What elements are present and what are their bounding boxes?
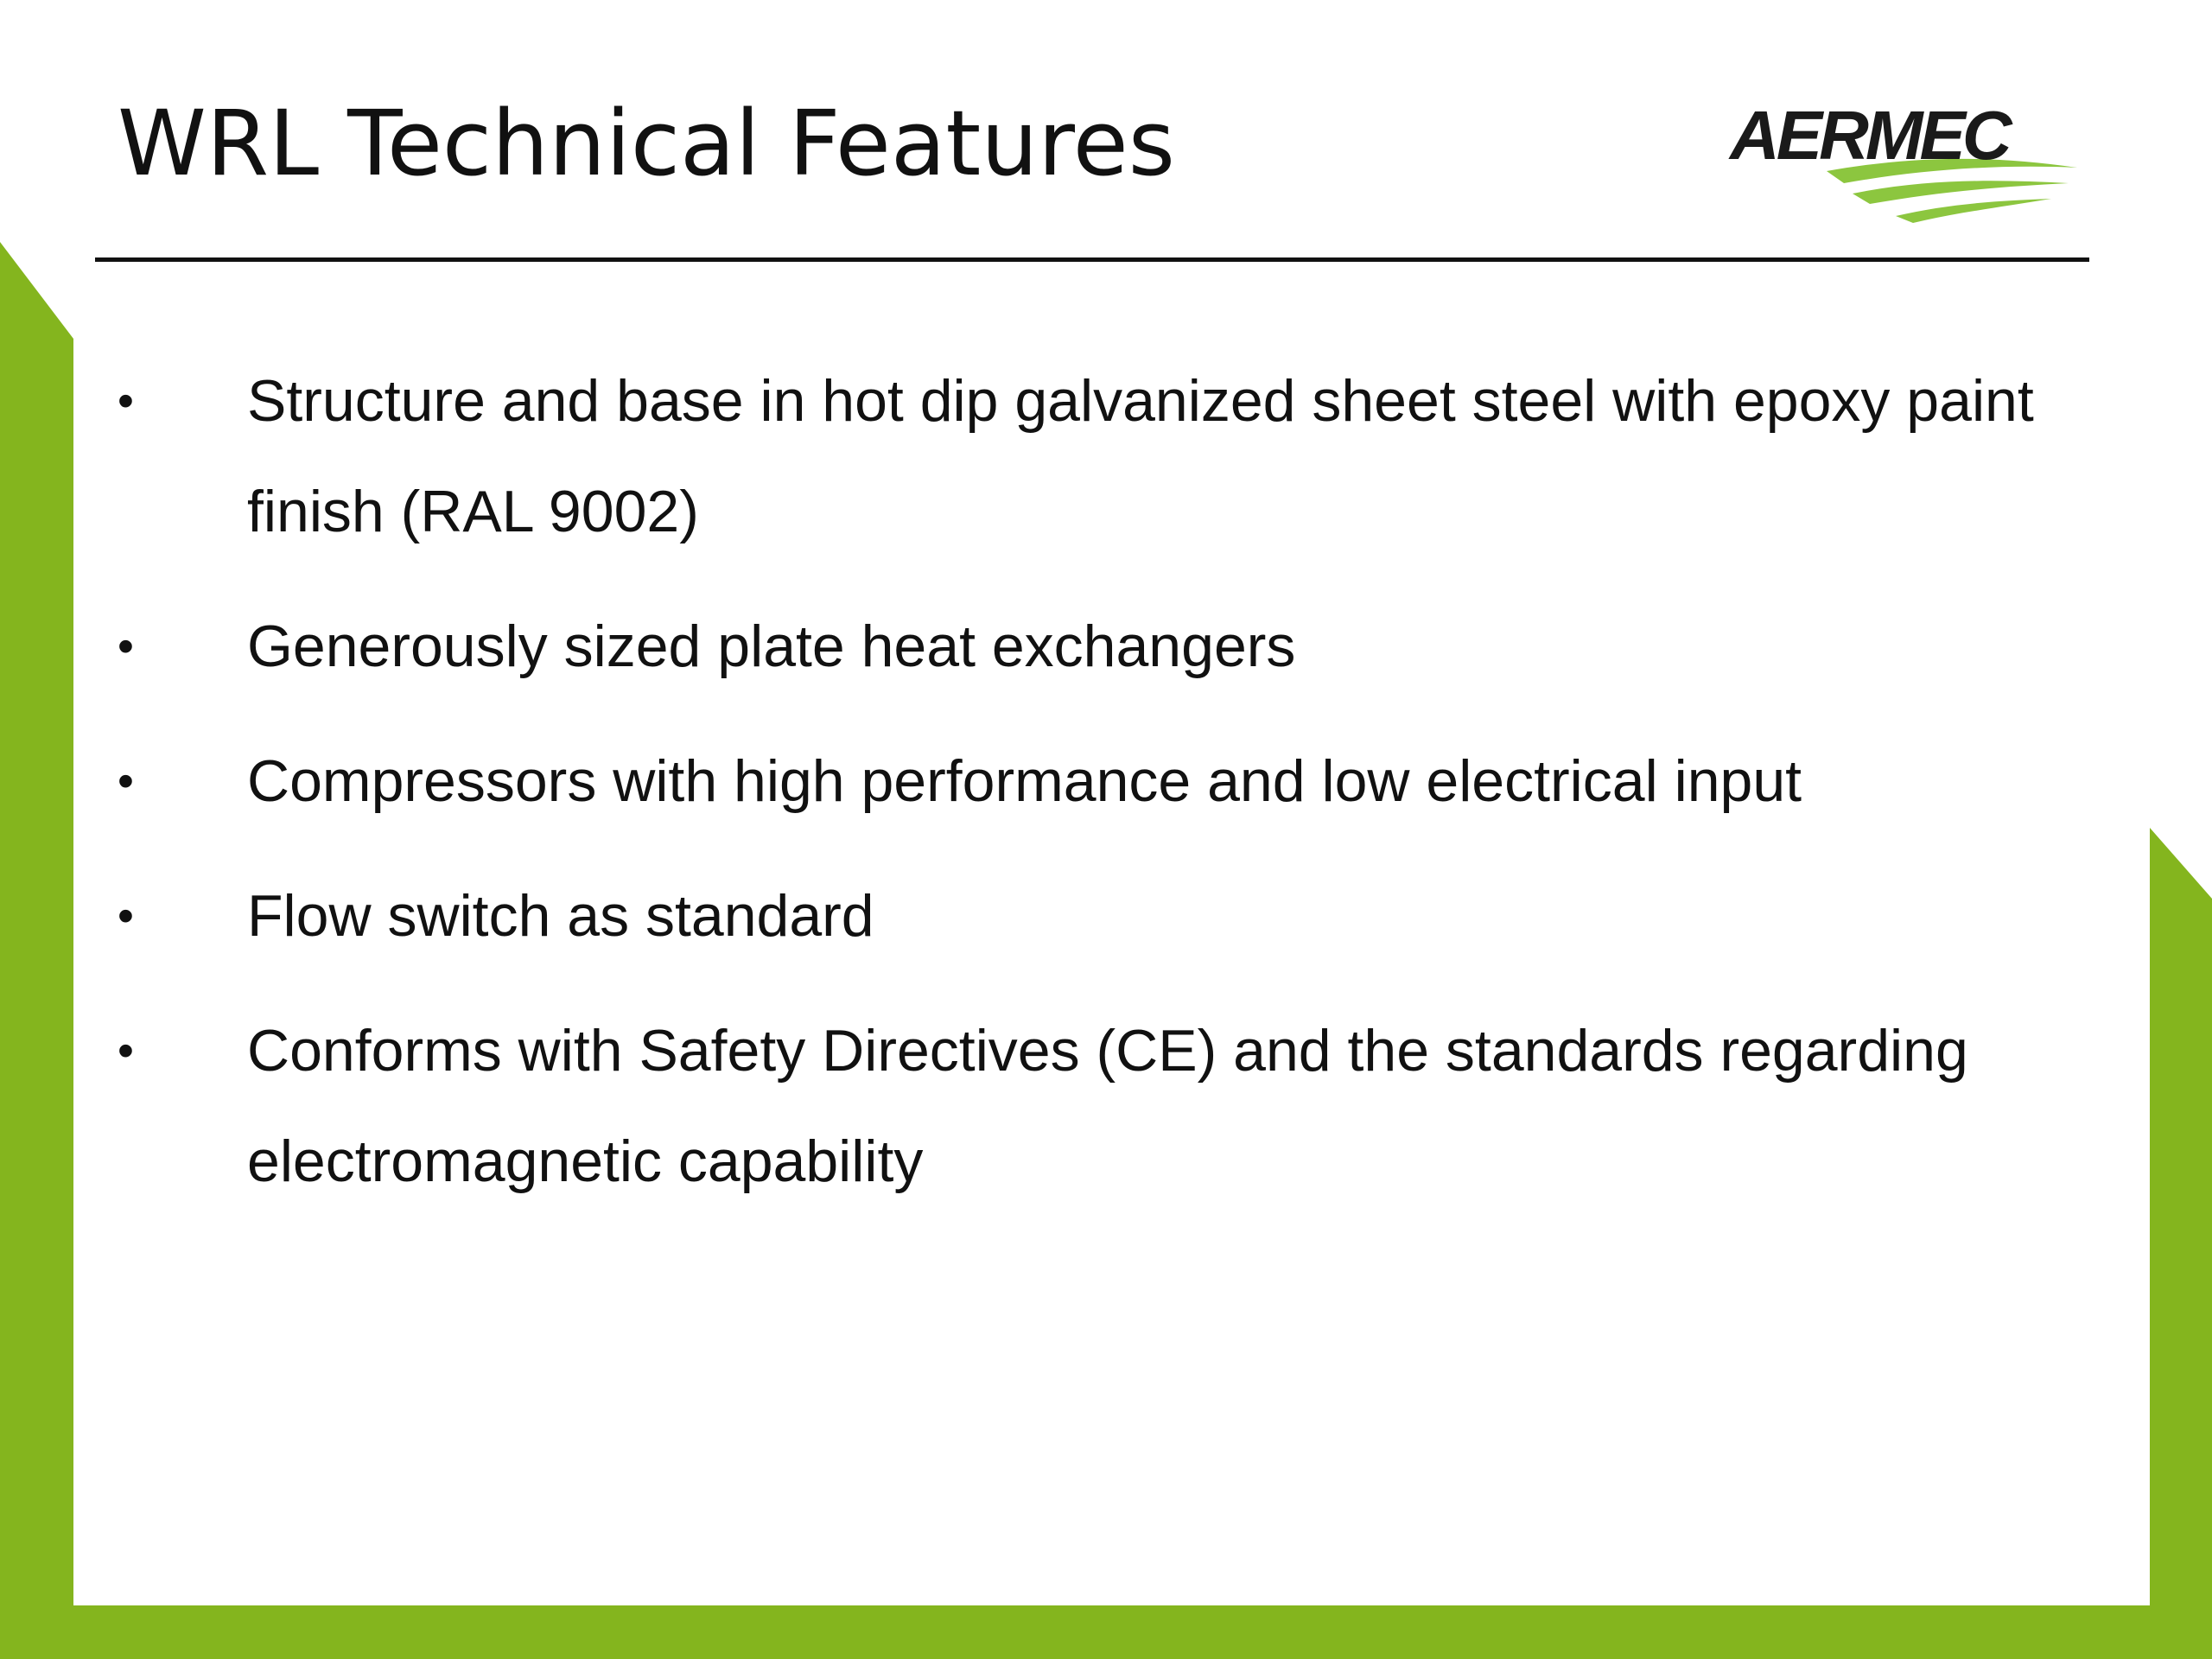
aermec-logo [1723,97,2086,228]
bullet-icon: • [118,890,134,942]
slide-title: WRL Technical Features [118,91,1175,196]
feature-item [118,861,2105,971]
feature-item [118,726,2105,836]
logo-wordmark: AERMEC [1730,97,2009,174]
title-divider [95,257,2089,262]
feature-item [118,346,2105,567]
feature-text: Generously sized plate heat exchangers [247,613,1296,679]
bullet-icon: • [118,755,134,807]
feature-text: Structure and base in hot dip galvanized sheet steel with epoxy paint finish (RAL 9002) [247,368,2034,544]
feature-item [118,995,2105,1217]
feature-text: Compressors with high performance and low electrical input [247,748,1802,814]
bullet-icon: • [118,375,134,427]
bullet-icon: • [118,1025,134,1077]
feature-text: Flow switch as standard [247,883,874,949]
bullet-icon: • [118,620,134,672]
feature-list [118,346,2105,1241]
feature-text: Conforms with Safety Directives (CE) and the standards regarding electromagnetic capability [247,1018,1968,1194]
feature-item [118,591,2105,702]
